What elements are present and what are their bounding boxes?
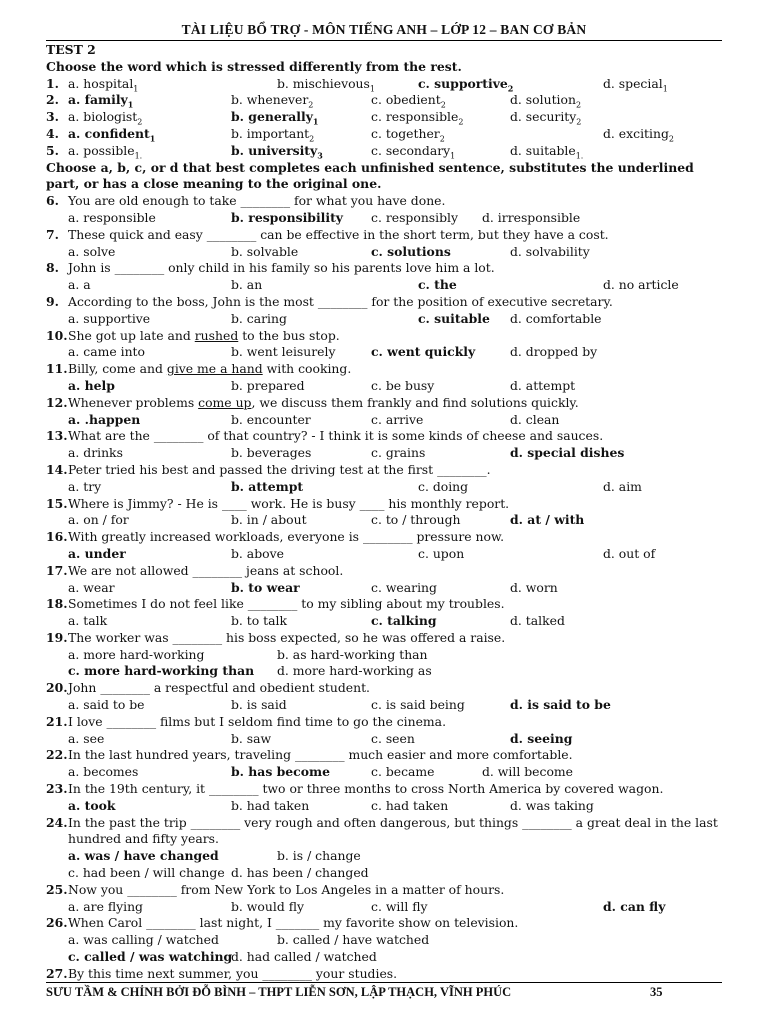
question-stem (46, 529, 722, 546)
options-row (46, 663, 722, 680)
question-text (68, 714, 446, 731)
footer-rule (46, 982, 722, 983)
option: b. had taken (231, 797, 310, 813)
option: b. has become (231, 764, 330, 780)
stress-index: 2 (440, 100, 446, 110)
option: c. is said being (371, 697, 465, 713)
option: a. are flying (68, 898, 143, 914)
option: d. aim (603, 478, 642, 494)
option: c. responsibly (371, 209, 459, 225)
option: b. encounter (231, 411, 311, 427)
stress-index: 1 (149, 133, 156, 144)
option: c. doing (418, 478, 469, 494)
option: a. family$_1$ (68, 92, 134, 110)
underlined-phrase: come up (198, 394, 252, 410)
option: c. upon (418, 545, 465, 561)
question-number: 24. (46, 814, 68, 830)
question-text (68, 966, 397, 983)
option: a. a (68, 277, 91, 293)
question-stem (46, 294, 722, 311)
stress-index: 1 (662, 84, 668, 94)
options-row (46, 731, 722, 748)
option: c. had been / will change (68, 865, 225, 881)
text-part: She got up late and (68, 327, 195, 343)
text-part: , we discuss them frankly and find solutions quickly. (251, 394, 579, 410)
option: d. has been / changed (231, 865, 369, 881)
question-stem (46, 193, 722, 210)
option: a. came into (68, 344, 145, 360)
options-row (46, 932, 722, 949)
options-row (46, 244, 722, 261)
options-row (46, 899, 722, 916)
test-content (46, 42, 722, 983)
text-part: What are the ________ of that country? - I think it is some kinds of cheese and sauces. (68, 428, 604, 444)
option: b. would fly (231, 898, 304, 914)
stress-question (46, 92, 722, 109)
question-stem (46, 915, 722, 932)
option: c. responsible$_2$ (371, 109, 464, 127)
option: a. was / have changed (68, 848, 219, 864)
question-stem (46, 781, 722, 798)
option: a. confident$_1$ (68, 125, 156, 144)
option: b. whenever$_2$ (231, 92, 314, 110)
stress-index: 2 (668, 134, 674, 144)
question-number: 20. (46, 680, 68, 696)
option: d. security$_2$ (510, 109, 582, 127)
options-row (46, 311, 722, 328)
option: d. comfortable (510, 310, 602, 326)
option: c. more hard-working than (68, 663, 255, 679)
text-part: Whenever problems (68, 394, 199, 410)
section2-instruction: Choose a, b, c, or d that best completes each unfinished sentence, substitutes the underlined part, or has a close meaning to the original one. (46, 159, 694, 192)
question-stem (46, 882, 722, 899)
question-stem (46, 328, 722, 345)
option: a. took (68, 797, 116, 813)
option: a. responsible (68, 209, 156, 225)
stress-index: 2 (308, 100, 314, 110)
option: b. as hard-working than (277, 646, 428, 662)
option: c. supportive$_2$ (418, 75, 514, 94)
question-number: 13. (46, 428, 68, 444)
option: a. help (68, 377, 115, 393)
option: a. possible$_{1.}$ (68, 142, 143, 161)
option: d. solution$_2$ (510, 92, 582, 110)
question-text (68, 328, 340, 345)
text-part: We are not allowed ________ jeans at school. (68, 562, 344, 578)
option: a. biologist$_2$ (68, 109, 143, 127)
stress-index: 1. (134, 151, 143, 161)
question-text (68, 193, 445, 210)
option: b. solvable (231, 243, 299, 259)
question-stem (46, 361, 722, 378)
question-number: 6. (46, 193, 59, 209)
question-number: 9. (46, 293, 59, 309)
question-text (68, 227, 609, 244)
underlined-phrase: rushed (194, 327, 239, 343)
question-number: 19. (46, 629, 68, 645)
question-number: 7. (46, 226, 59, 242)
stress-index: 3 (317, 150, 323, 161)
option: a. talk (68, 613, 108, 629)
question-stem (46, 966, 722, 983)
option: d. can fly (603, 898, 666, 914)
option: a. was calling / watched (68, 932, 219, 948)
options-row (46, 798, 722, 815)
question-number: 26. (46, 915, 68, 931)
text-part: By this time next summer, you ________ your studies. (68, 965, 398, 981)
text-part: Billy, come and (68, 361, 167, 377)
option: d. dropped by (510, 344, 598, 360)
option: d. had called / watched (231, 949, 377, 965)
option: d. out of (603, 545, 656, 561)
stress-question (46, 109, 722, 126)
stress-index: 1. (575, 151, 584, 161)
question-stem (46, 630, 722, 647)
option: a. said to be (68, 697, 145, 713)
question-stem (46, 227, 722, 244)
option: d. will become (482, 764, 573, 780)
option: b. to wear (231, 579, 300, 595)
option: d. solvability (510, 243, 590, 259)
option: b. saw (231, 730, 272, 746)
question-number: 1. (46, 75, 59, 91)
option: d. special$_1$ (603, 75, 668, 94)
text-part: John is ________ only child in his family so his parents love him a lot. (68, 260, 495, 276)
question-number: 23. (46, 781, 68, 797)
question-text (68, 529, 504, 546)
option: d. talked (510, 613, 565, 629)
text-part: When Carol ________ last night, I _______ my favorite show on television. (68, 915, 519, 931)
text-part: In the 19th century, it ________ two or three months to cross North America by covered wagon. (68, 781, 664, 797)
option: a. .happen (68, 411, 141, 427)
question-text (68, 882, 504, 899)
option: b. to talk (231, 613, 288, 629)
question-text (68, 428, 603, 445)
option: d. clean (510, 411, 560, 427)
question-text (68, 680, 370, 697)
option: b. an (231, 277, 263, 293)
option: c. called / was watching (68, 949, 233, 965)
option: c. talking (371, 613, 437, 629)
option: d. attempt (510, 377, 576, 393)
option: a. under (68, 545, 126, 561)
stress-question (46, 143, 722, 160)
stress-index: 2 (576, 117, 582, 127)
stress-index: 1 (369, 84, 375, 94)
page-header: TÀI LIỆU BỔ TRỢ - MÔN TIẾNG ANH – LỚP 12 – BAN CƠ BẢN (181, 22, 587, 37)
option: d. worn (510, 579, 558, 595)
page-footer (46, 985, 722, 1000)
question-stem (46, 747, 722, 764)
options-row (46, 479, 722, 496)
question-stem (46, 428, 722, 445)
question-stem (46, 563, 722, 580)
options-row (46, 210, 722, 227)
option: b. is said (231, 697, 287, 713)
stress-index: 2 (137, 117, 143, 127)
options-row (46, 848, 722, 865)
question-number: 12. (46, 394, 68, 410)
question-number: 4. (46, 125, 59, 141)
text-part: Where is Jimmy? - He is ____ work. He is busy ____ his monthly report. (68, 495, 510, 511)
option: b. attempt (231, 478, 304, 494)
question-text (68, 496, 509, 513)
question-text (68, 630, 505, 647)
option: c. obedient$_2$ (371, 92, 446, 110)
option: c. went quickly (371, 344, 476, 360)
question-text (68, 361, 351, 378)
question-text (68, 915, 518, 932)
question-number: 18. (46, 596, 68, 612)
option: c. the (418, 277, 457, 293)
option: c. wearing (371, 579, 437, 595)
option: c. solutions (371, 243, 451, 259)
question-number: 21. (46, 713, 68, 729)
option: b. called / have watched (277, 932, 430, 948)
text-part: John ________ a respectful and obedient student. (68, 680, 370, 696)
question-stem (46, 815, 722, 849)
option: a. drinks (68, 445, 123, 461)
question-number: 25. (46, 881, 68, 897)
question-stem (46, 260, 722, 277)
question-text (68, 747, 573, 764)
option: c. together$_2$ (371, 125, 445, 144)
question-text (68, 596, 505, 613)
question-number: 3. (46, 109, 59, 125)
options-row (46, 865, 722, 882)
question-stem (46, 596, 722, 613)
option: c. had taken (371, 797, 449, 813)
options-row (46, 344, 722, 361)
stress-index: 1 (450, 151, 456, 161)
stress-index: 1 (133, 84, 139, 94)
text-part: In the last hundred years, traveling ________ much easier and more comfortable. (68, 747, 573, 763)
stress-index: 2 (458, 117, 464, 127)
option: a. on / for (68, 512, 129, 528)
option: d. at / with (510, 512, 585, 528)
option: b. mischievous$_1$ (277, 75, 375, 94)
option: c. became (371, 764, 435, 780)
text-part: These quick and easy ________ can be effective in the short term, but they have a cost. (68, 226, 609, 242)
option: d. is said to be (510, 697, 611, 713)
section1-list (46, 76, 722, 160)
option: a. supportive (68, 310, 151, 326)
options-row (46, 949, 722, 966)
option: b. beverages (231, 445, 312, 461)
question-text (68, 462, 491, 479)
options-row (46, 580, 722, 597)
option: c. seen (371, 730, 415, 746)
text-part: In the past the trip ________ very rough and often dangerous, but things ________ a great deal in the last hundred and fifty years. (68, 814, 718, 847)
option: b. above (231, 545, 284, 561)
option: c. grains (371, 445, 426, 461)
option: c. will fly (371, 898, 428, 914)
option: a. becomes (68, 764, 139, 780)
question-stem (46, 395, 722, 412)
question-stem (46, 462, 722, 479)
option: b. is / change (277, 848, 361, 864)
test-title: TEST 2 (46, 42, 96, 57)
header-rule (46, 40, 722, 41)
option: a. solve (68, 243, 116, 259)
question-stem (46, 496, 722, 513)
options-row (46, 512, 722, 529)
question-text (68, 395, 579, 412)
section2-list (46, 193, 722, 982)
text-part: According to the boss, John is the most ________ for the position of executive secretary. (68, 293, 613, 309)
footer-text: SƯU TẦM & CHỈNH BỞI ĐỖ BÌNH – THPT LIỄN SƠN, LẬP THẠCH, VĨNH PHÚC (46, 985, 512, 999)
option: c. suitable (418, 310, 490, 326)
option: d. seeing (510, 730, 573, 746)
option: c. secondary$_1$ (371, 142, 456, 161)
question-number: 17. (46, 562, 68, 578)
options-row (46, 445, 722, 462)
option: b. generally$_1$ (231, 109, 319, 127)
text-part: to the bus stop. (238, 327, 340, 343)
option: a. more hard-working (68, 646, 205, 662)
option: a. hospital$_1$ (68, 75, 139, 94)
option: d. irresponsible (482, 209, 581, 225)
question-number: 8. (46, 260, 59, 276)
option: d. special dishes (510, 445, 625, 461)
option: c. be busy (371, 377, 435, 393)
question-number: 5. (46, 142, 59, 158)
stress-index: 1 (312, 116, 319, 127)
text-part: I love ________ films but I seldom find time to go the cinema. (68, 713, 447, 729)
text-part: The worker was ________ his boss expected, so he was offered a raise. (68, 629, 506, 645)
question-number: 14. (46, 461, 68, 477)
underlined-phrase: give me a hand (166, 361, 263, 377)
options-row (46, 546, 722, 563)
question-text (68, 294, 613, 311)
question-number: 2. (46, 92, 59, 108)
question-text (68, 781, 663, 798)
option: b. university$_3$ (231, 142, 323, 161)
option: c. to / through (371, 512, 461, 528)
question-stem (46, 680, 722, 697)
page-number: 35 (650, 985, 663, 999)
options-row (46, 764, 722, 781)
option: a. wear (68, 579, 115, 595)
question-stem (46, 714, 722, 731)
text-part: Now you ________ from New York to Los Angeles in a matter of hours. (68, 881, 505, 897)
question-number: 27. (46, 965, 68, 981)
stress-index: 2 (507, 83, 514, 94)
option: d. no article (603, 277, 679, 293)
text-part: with cooking. (262, 361, 352, 377)
option: d. suitable$_{1.}$ (510, 142, 584, 161)
question-text (68, 260, 495, 277)
stress-question (46, 76, 722, 93)
options-row (46, 378, 722, 395)
option: c. arrive (371, 411, 424, 427)
option: d. was taking (510, 797, 594, 813)
option: b. responsibility (231, 209, 344, 225)
text-part: Peter tried his best and passed the driving test at the first ________. (68, 461, 491, 477)
question-number: 22. (46, 747, 68, 763)
option: a. try (68, 478, 102, 494)
question-number: 11. (46, 361, 68, 377)
options-row (46, 697, 722, 714)
text-part: With greatly increased workloads, everyone is ________ pressure now. (68, 529, 505, 545)
option: b. went leisurely (231, 344, 336, 360)
question-text (68, 815, 722, 849)
option: d. exciting$_2$ (603, 125, 674, 144)
text-part: You are old enough to take ________ for what you have done. (68, 193, 446, 209)
option: b. caring (231, 310, 287, 326)
stress-index: 2 (439, 134, 445, 144)
option: d. more hard-working as (277, 663, 432, 679)
stress-index: 1 (127, 99, 134, 110)
option: b. prepared (231, 377, 305, 393)
section1-instruction: Choose the word which is stressed differently from the rest. (46, 58, 462, 74)
question-text (68, 563, 343, 580)
options-row (46, 613, 722, 630)
text-part: Sometimes I do not feel like ________ to my sibling about my troubles. (68, 596, 505, 612)
option: b. important$_2$ (231, 125, 315, 144)
stress-question (46, 126, 722, 143)
options-row (46, 277, 722, 294)
options-row (46, 647, 722, 664)
option: b. in / about (231, 512, 307, 528)
options-row (46, 412, 722, 429)
question-number: 16. (46, 529, 68, 545)
stress-index: 2 (309, 134, 315, 144)
stress-index: 2 (575, 100, 582, 110)
question-number: 10. (46, 327, 68, 343)
option: a. see (68, 730, 105, 746)
question-number: 15. (46, 495, 68, 511)
